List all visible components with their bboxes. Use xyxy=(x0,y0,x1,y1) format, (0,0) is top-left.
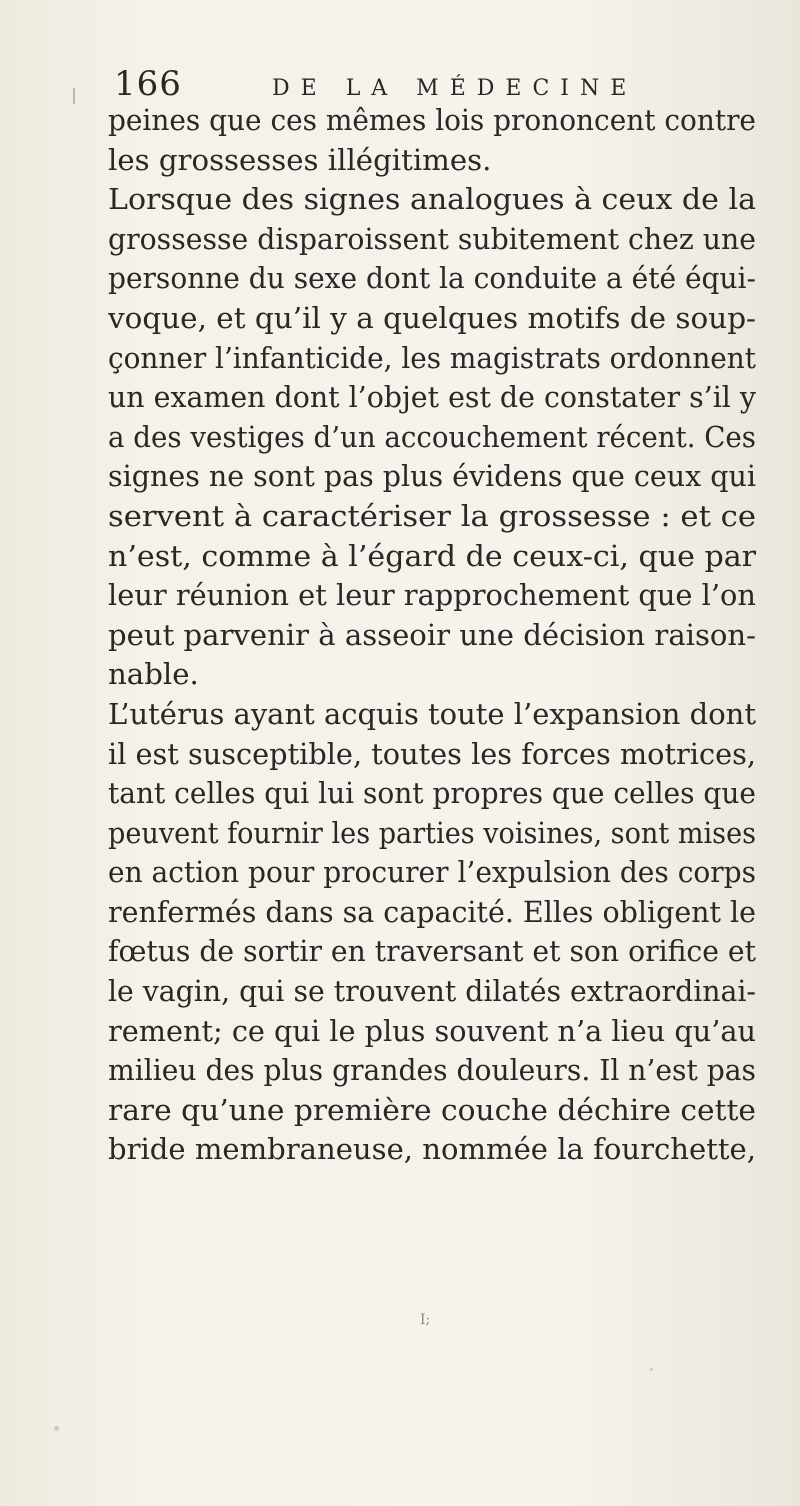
text-line xyxy=(108,853,756,893)
text-line xyxy=(108,537,756,577)
text-line xyxy=(108,418,756,458)
text-line-content: fœtus de sortir en traversant et son orifice et xyxy=(108,934,756,969)
text-line-content: en action pour procurer l’expulsion des corps xyxy=(108,855,756,890)
text-line-content: grossesse disparoissent subitement chez une xyxy=(108,221,756,256)
text-line-content: servent à caractériser la grossesse : et ce xyxy=(108,498,756,533)
text-line-content: leur réunion et leur rapprochement que l’on xyxy=(108,578,756,613)
text-line xyxy=(108,735,756,775)
page-number: 166 xyxy=(114,64,182,104)
text-line xyxy=(108,1130,756,1170)
text-line xyxy=(108,1051,756,1091)
text-line xyxy=(108,339,756,379)
text-line-content: il est susceptible, toutes les forces motrices, xyxy=(108,736,756,771)
text-line-content: le vagin, qui se trouvent dilatés extraordinai- xyxy=(108,974,756,1009)
text-line xyxy=(108,497,756,537)
text-line xyxy=(108,457,756,497)
text-line xyxy=(108,893,756,933)
text-line xyxy=(108,180,756,220)
text-line-content: les grossesses illégitimes. xyxy=(108,142,492,177)
text-line xyxy=(108,972,756,1012)
paper-speck xyxy=(73,88,75,104)
body-text xyxy=(108,101,756,1170)
text-line-content: peines que ces mêmes lois prononcent contre xyxy=(108,103,756,137)
text-line xyxy=(108,616,756,656)
text-line-content: voque, et qu’il y a quelques motifs de soup- xyxy=(108,300,756,335)
text-line-content: L’utérus ayant acquis toute l’expansion dont xyxy=(108,696,756,731)
text-line-content: çonner l’infanticide, les magistrats ordonnent xyxy=(108,340,756,375)
text-line xyxy=(108,259,756,299)
text-line xyxy=(108,814,756,854)
text-line xyxy=(108,141,756,181)
text-line-content: a des vestiges d’un accouchement récent. Ces xyxy=(108,419,756,454)
text-line xyxy=(108,576,756,616)
text-line xyxy=(108,101,756,141)
paper-speck xyxy=(54,1426,59,1431)
text-line xyxy=(108,774,756,814)
text-line-content: Lorsque des signes analogues à ceux de la xyxy=(108,182,756,217)
paper-speck xyxy=(650,1368,653,1371)
text-line-content: bride membraneuse, nommée la fourchette, xyxy=(108,1132,756,1167)
text-line xyxy=(108,220,756,260)
text-line xyxy=(108,655,756,695)
text-line xyxy=(108,1091,756,1131)
text-line xyxy=(108,932,756,972)
text-line-content: tant celles qui lui sont propres que celles que xyxy=(108,776,756,811)
text-line-content: signes ne sont pas plus évidens que ceux qui xyxy=(108,459,756,494)
text-line-content: n’est, comme à l’égard de ceux-ci, que par xyxy=(108,538,756,573)
text-line xyxy=(108,1012,756,1052)
running-title: DE LA MÉDECINE xyxy=(272,76,638,101)
text-line-content: rare qu’une première couche déchire cette xyxy=(108,1092,756,1127)
text-line xyxy=(108,378,756,418)
text-line-content: peut parvenir à asseoir une décision raison- xyxy=(108,617,756,652)
text-line-content: nable. xyxy=(108,657,199,692)
text-line xyxy=(108,299,756,339)
text-line-content: personne du sexe dont la conduite a été équi- xyxy=(108,261,756,296)
signature-mark: I; xyxy=(420,1312,431,1328)
text-line-content: peuvent fournir les parties voisines, sont mises xyxy=(108,815,756,850)
text-line-content: rement; ce qui le plus souvent n’a lieu qu’au xyxy=(108,1013,756,1048)
text-line xyxy=(108,695,756,735)
text-line-content: renfermés dans sa capacité. Elles obligent le xyxy=(108,894,756,929)
text-line-content: un examen dont l’objet est de constater s’il y xyxy=(108,380,756,415)
text-line-content: milieu des plus grandes douleurs. Il n’est pas xyxy=(108,1053,756,1088)
